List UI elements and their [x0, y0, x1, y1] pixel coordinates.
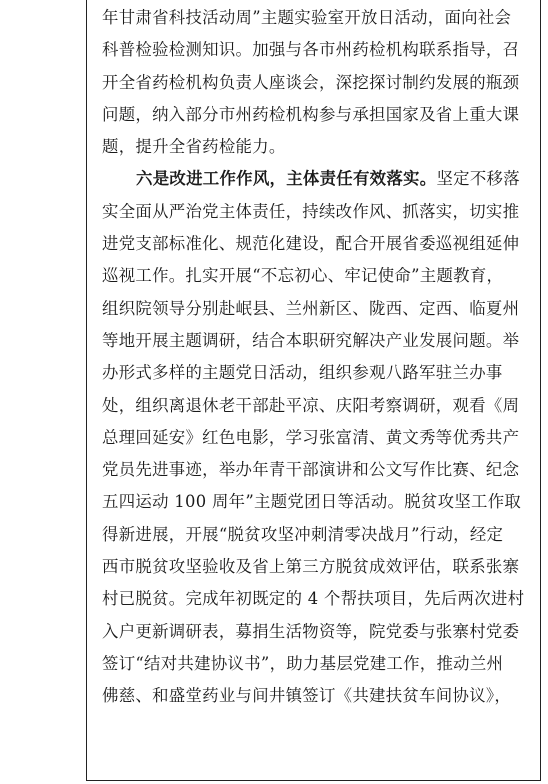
text-line: 处，组织离退休老干部赴平凉、庆阳考察调研，观看《周	[102, 395, 520, 415]
text-line: 办形式多样的主题党日活动，组织参观八路军驻兰办事	[102, 363, 503, 383]
text-line: 实全面从严治党主体责任，持续改作风、抓落实，切实推	[102, 201, 520, 221]
text-line: 开全省药检机构负责人座谈会，深挖探讨制约发展的瓶颈	[102, 72, 520, 92]
text-line: 佛慈、和盛堂药业与间井镇签订《共建扶贫车间协议》，	[102, 686, 512, 706]
text-line: 村已脱贫。完成年初既定的 4 个帮扶项目，先后两次进村	[102, 589, 525, 609]
body-text	[102, 2, 534, 713]
text-line: 西市脱贫攻坚验收及省上第三方脱贫成效评估，联系张寨	[102, 557, 520, 577]
text-line: 总理回延安》红色电影，学习张富清、黄文秀等优秀共产	[102, 427, 520, 447]
section-heading: 六是改进工作作风，主体责任有效落实。	[136, 169, 437, 189]
text-line: 科普检验检测知识。加强与各市州药检机构联系指导，召	[102, 40, 520, 60]
text-line: 巡视工作。扎实开展“不忘初心、牢记使命”主题教育，	[102, 266, 504, 286]
text-line: 得新进展，开展“脱贫攻坚冲刺清零决战月”行动，经定	[102, 524, 504, 544]
text-line: 年甘肃省科技活动周”主题实验室开放日活动，面向社会	[102, 8, 512, 27]
text-line: 组织院领导分别赴岷县、兰州新区、陇西、定西、临夏州	[102, 298, 520, 318]
text-line: 党员先进事迹，举办年青干部演讲和公文写作比赛、纪念	[102, 460, 520, 480]
paragraph-start-line	[102, 163, 534, 195]
text-line: 进党支部标准化、规范化建设，配合开展省委巡视组延伸	[102, 234, 520, 254]
text-line: 问题，纳入部分市州药检机构参与承担国家及省上重大课	[102, 104, 520, 124]
text-line: 等地开展主题调研，结合本职研究解决产业发展问题。举	[102, 330, 520, 350]
heading-continuation: 坚定不移落	[436, 169, 520, 189]
text-line: 签订“结对共建协议书”，助力基层党建工作，推动兰州	[102, 653, 504, 673]
text-line: 五四运动 100 周年”主题党团日等活动。脱贫攻坚工作取	[102, 492, 522, 512]
text-line: 入户更新调研表，募捐生活物资等，院党委与张寨村党委	[102, 621, 520, 641]
text-line: 题，提升全省药检能力。	[102, 137, 286, 157]
